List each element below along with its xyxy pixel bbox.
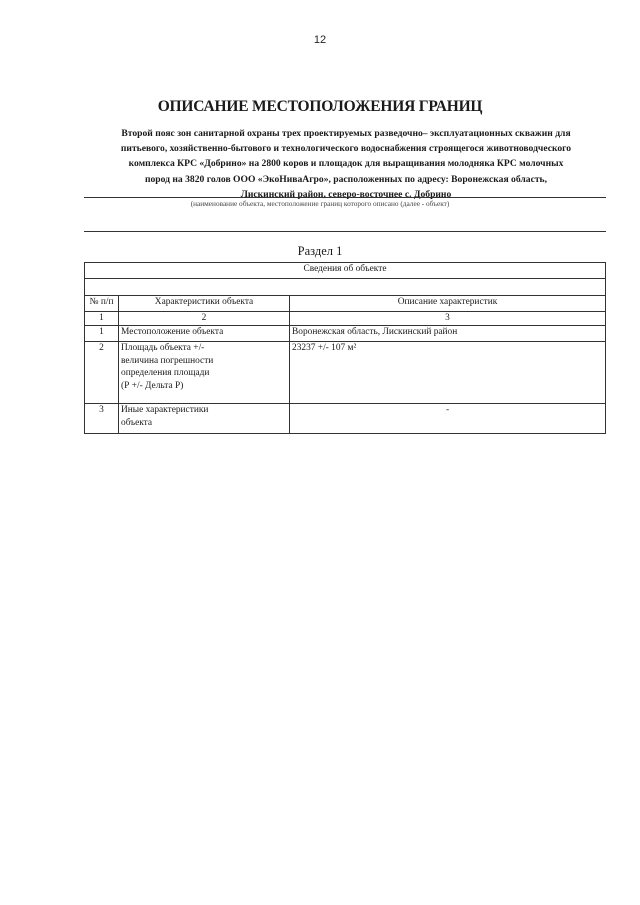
row-characteristic [119, 404, 290, 434]
description-line: Лискинский район, северо-восточнее с. Добрино [240, 188, 452, 200]
row-characteristic-line: (Р +/- Дельта Р) [121, 380, 184, 391]
row-characteristic [119, 342, 290, 404]
header-num: № п/п [85, 296, 119, 312]
row-characteristic-line: Площадь объекта +/- [121, 343, 205, 353]
row-num: 3 [85, 404, 119, 434]
table-header-row [85, 296, 606, 312]
page-number: 12 [313, 34, 327, 46]
row-num: 2 [85, 342, 119, 404]
description-line: питьевого, хозяйственно-бытового и технологического водоснабжения строящегося животноводческого [120, 143, 572, 155]
table-row [85, 326, 606, 342]
header-characteristic: Характеристики объекта [119, 296, 290, 312]
object-caption: (наименование объекта, местоположение границ которого описано (далее - объект) [190, 199, 450, 208]
table-title: Сведения об объекте [85, 263, 606, 279]
row-characteristic-line: Местоположение объекта [121, 327, 224, 337]
table-row [85, 404, 606, 434]
row-description: 23237 +/- 107 м² [290, 342, 606, 404]
document-title: ОПИСАНИЕ МЕСТОПОЛОЖЕНИЯ ГРАНИЦ [157, 98, 483, 115]
description-line: комплекса КРС «Добрино» на 2800 коров и площадок для выращивания молодняка КРС молочных [128, 158, 564, 170]
row-description: Воронежская область, Лискинский район [290, 326, 606, 342]
divider-line [84, 231, 606, 232]
table-spacer-row [85, 279, 606, 296]
divider-line [84, 197, 606, 198]
column-number: 1 [85, 312, 119, 326]
column-number: 2 [119, 312, 290, 326]
table-title-row [85, 263, 606, 279]
object-description [86, 126, 606, 202]
row-characteristic-line: определения площади [121, 368, 210, 379]
column-number-row [85, 312, 606, 326]
row-description: - [290, 404, 606, 434]
row-characteristic [119, 326, 290, 342]
description-line: Второй пояс зон санитарной охраны трех проектируемых разведочно– эксплуатационных скважин для [121, 128, 571, 139]
row-characteristic-line: величина погрешности [121, 355, 214, 366]
header-description: Описание характеристик [290, 296, 606, 312]
section-title: Раздел 1 [297, 244, 343, 258]
row-num: 1 [85, 326, 119, 342]
object-info-table [84, 262, 606, 434]
row-characteristic-line: Иные характеристики [121, 405, 209, 415]
table-row [85, 342, 606, 404]
description-line: пород на 3820 голов ООО «ЭкоНиваАгро», расположенных по адресу: Воронежская область, [144, 173, 548, 185]
table-spacer-cell [85, 279, 606, 296]
column-number: 3 [290, 312, 606, 326]
row-characteristic-line: объекта [121, 417, 153, 428]
